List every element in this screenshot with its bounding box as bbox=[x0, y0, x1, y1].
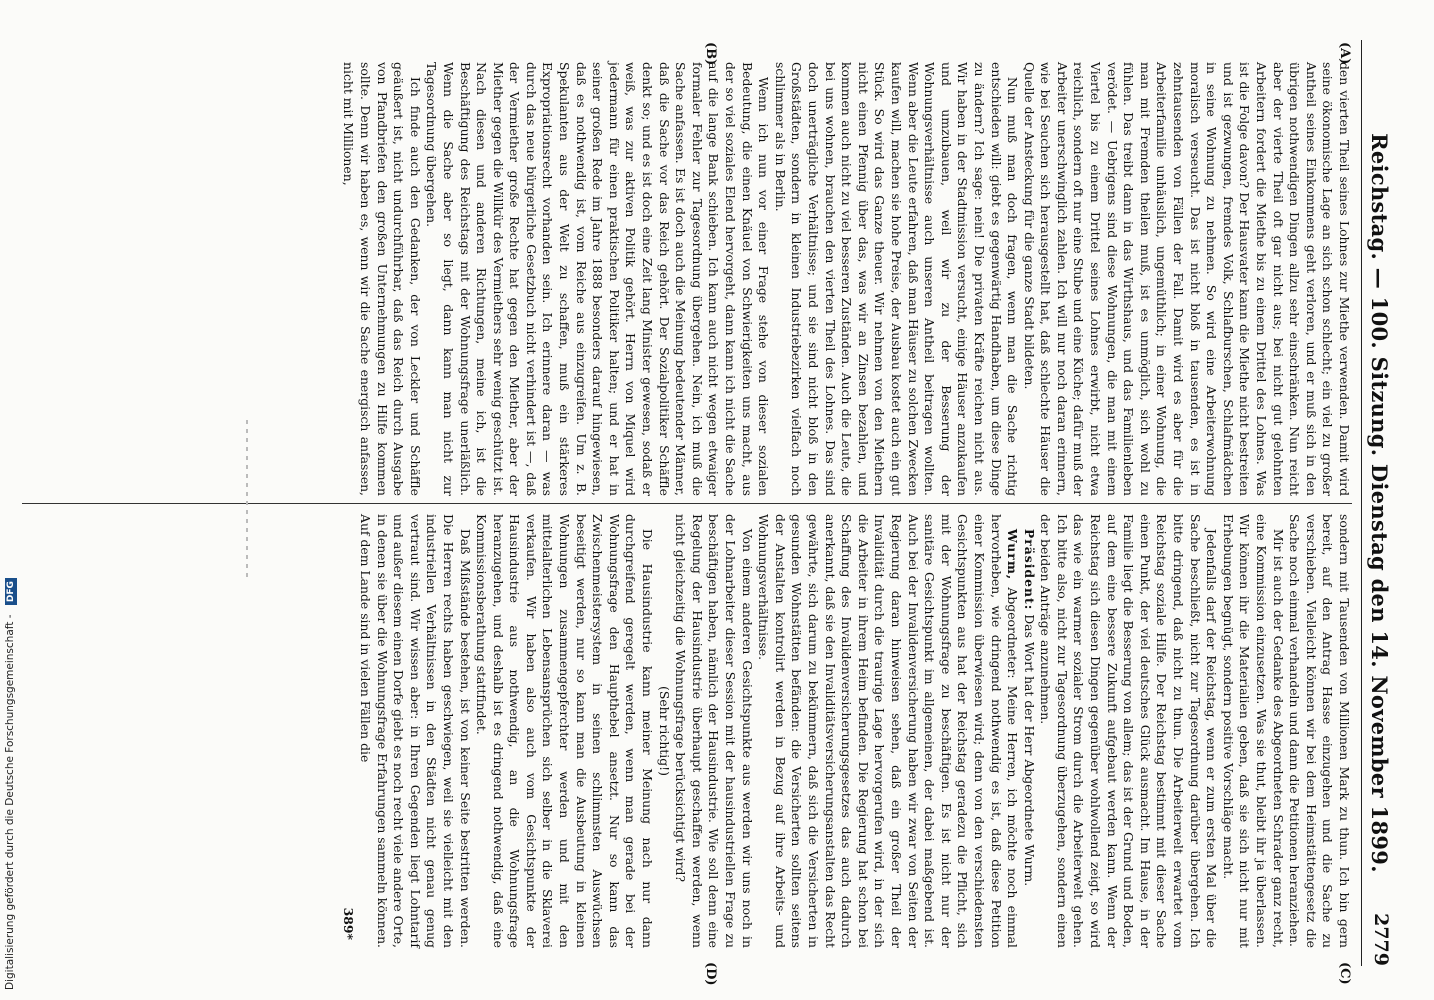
margin-marker-b: (B) bbox=[703, 42, 718, 66]
right-paragraph: Jedenfalls darf der Reichstag, wenn er zum ersten Mal über die Sache beschließt, nicht zur Tagesordnung darüber übergehen. Ich bitte dringend, daß nicht zu thun. Die Arbeiterwelt erwartet vom Reichstag soziale Hilfe. Der Reichstag bestimmt mit dieser Sache einen Punkt, der viel deutsches Glück ausmacht. Im Hause, in der Familie liegt die Besserung von allem; das ist der Grund und Boden, auf dem eine bessere Zukunft aufgebaut werden kann. Wenn der Reichstag sich diesen Dingen gegenüber wohlwollend zeigt, so wird das wie ein warmer sozialer Strom durch die Arbeiterwelt gehen. Ich bitte also, nicht zur Tagesordnung überzugehen, sondern einen der beiden Anträge anzunehmen. bbox=[1038, 514, 1220, 948]
president-text: Das Wort hat der Herr Abgeordnete Wurm. bbox=[1021, 614, 1037, 887]
signature-mark: 389* bbox=[341, 907, 357, 940]
margin-marker-c: (C) bbox=[1337, 962, 1352, 985]
margin-marker-a: (A) bbox=[1337, 42, 1352, 65]
right-paragraph: sondern mit Tausenden von Millionen Mark zu thun. Ich bin gern bereit, auf den Antrag Hasse einzugehen und die Sache zu verschieben. Vielleicht können wir bei dem Heimstättengesetz die Sache noch einmal verhandeln und dann die Petitionen heranziehen. bbox=[1287, 514, 1352, 948]
interjection: (Sehr richtig!) bbox=[656, 686, 672, 776]
left-paragraph: Ich finde auch den Gedanken, der von Leckler und Schäffle geäußert ist, nicht undurchführbar, daß das Reich durch Ausgabe von Pfandbriefen den großen Unternehmungen zu Hilfe kommen sollte. Denn wir haben es, wenn wir die Sache energisch anfassen, nicht mit Millionen, bbox=[341, 62, 423, 496]
scan-edge-mark bbox=[246, 420, 248, 580]
column-divider bbox=[22, 503, 1352, 504]
digitization-credit bbox=[4, 0, 17, 990]
left-paragraph: den vierten Theil seines Lohnes zur Miethe verwenden. Damit wird seine ökonomische Lage an sich schon schlecht; ein viel zu großer Antheil seines Einkommens geht verloren, und er muß sich in den übrigen nothwendigen Dingen allzu sehr einschränken. Nun reicht aber der vierte Theil oft gar nicht aus; bei nicht gut gelohnten Arbeitern fordert die Miethe bis zu einem Drittel des Lohnes. Was ist die Folge davon? Der Hausvater kann die Miethe nicht bestreiten und ist gezwungen, fremdes Volk, Schlafburschen, Schlafmädchen in seine Wohnung zu nehmen. So wird eine Arbeiterwohnung moralisch verseucht. Das ist nicht bloß in tausenden, es ist in zehntausenden von Fällen der Fall. Damit wird es aber für die Arbeiterfamilie unhäuslich, ungemüthlich; in einer Wohnung, die man mit Fremden theilen muß, ist es unmöglich, sich wohl zu fühlen. Das treibt dann in das Wirthshaus, und das Familienleben verödet. — Uebrigens sind diese Wohnungen, die man mit einem Viertel bis zu einem Drittel seines Lohnes erwirbt, nicht etwa reichlich, sondern oft nur eine Stube und eine Küche; dafür muß der Arbeiter unerschwinglich zahlen. Ich will nur noch daran erinnern, wie bei Seuchen sich herausgestellt hat, daß schlechte Häuser die Quelle der Ansteckung für die ganze Stadt bildeten. bbox=[1021, 62, 1352, 496]
page-number: 2779 bbox=[1370, 913, 1392, 966]
left-column bbox=[340, 62, 1352, 496]
right-paragraph: Mir ist auch der Gedanke des Abgeordneten Schrader ganz recht, eine Kommission einzusetzen. Was sie thut, bleibt ihr ja überlassen. Wir können ihr die Materialien geben, daß sie sich nicht nur mit Erhebungen begnügt, sondern positive Vorschläge macht. bbox=[1220, 514, 1286, 948]
speaker-wurm: Wurm, bbox=[1005, 528, 1021, 581]
right-paragraph: Von einem anderen Gesichtspunkte aus werden wir uns noch in der Lohnarbeiter dieser Session mit der hausindustriellen Frage zu beschäftigen haben, nämlich der Hausindustrie. Wie soll denn eine Regelung der Hausindustrie überhaupt geschaffen werden, wenn nicht gleichzeitig die Wohnungsfrage berücksichtigt wird? bbox=[673, 514, 755, 948]
president-paragraph bbox=[1020, 514, 1037, 948]
margin-marker-d: (D) bbox=[703, 962, 718, 986]
header-rule bbox=[1361, 40, 1362, 966]
wurm-text: Abgeordneter: Meine Herren, ich möchte noch einmal hervorheben, wie dringend nothwendig es ist, daß diese Petition einer Kommission überwiesen wird; denn von den verschiedensten Gesichtspunkten aus hat der Reichstag geradezu die Pflicht, sich mit der Wohnungsfrage zu beschäftigen. Es ist nicht nur der sanitäre Gesichtspunkt im allgemeinen, der dabei maßgebend ist. Auch bei der Invalidenversicherung haben wir zwar von Seiten der Regierung daran hinweisen sehen, daß ein großer Theil der Invalidität durch die traurige Lage hervorgerufen wird, in der sich die Arbeiter in ihrem Heim befinden. Die Regierung hat schon bei Schaffung des Invalidenversicherungsgesetzes das auch dadurch anerkannt, daß sie den Invaliditätsversicherungsanstalten das Recht gewährte, sich darum zu bekümmern, daß sich die Versicherten in gesunden Wohnstätten befänden: die Versicherten sollten seitens der Anstalten kontrolirt werden in Bezug auf ihre Arbeits- und Wohnungsverhältnisse. bbox=[756, 514, 1021, 948]
header-title: Reichstag. — 100. Sitzung. Dienstag den 14. November 1899. bbox=[1367, 133, 1392, 873]
right-column bbox=[340, 514, 1352, 948]
right-paragraph: Die Hausindustrie kann meiner Meinung nach nur dann durchgreifend geregelt werden, wenn man gerade bei der Wohnungsfrage den Haupthebel ansetzt. Nur so kann das Zwischenmeistersystem in seinen schlimmsten Auswüchsen beseitigt werden, nur so kann man die Ausbeutung in kleinen Wohnungen zusammengepferchter werden und mit den mittelalterlichen Lebensansprüchen sich selber in die Sklaverei verkaufen. Wir haben also auch vom Gesichtspunkte der Hausindustrie aus nothwendig, an die Wohnungsfrage heranzugehen, und deshalb ist es dringend nothwendig, daß eine Kommissionsberathung stattfindet. bbox=[474, 514, 656, 948]
page-header bbox=[1364, 40, 1394, 966]
speaker-president: Präsident: bbox=[1021, 528, 1037, 611]
wurm-paragraph bbox=[755, 514, 1021, 948]
right-paragraph: Daß Mißstände bestehen, ist von keiner Seite bestritten werden. Die Herren rechts haben geschwiegen, weil sie vielleicht mit den industriellen Verhältnissen in den Städten nicht genau genug vertraut sind. Wir wissen aber: in Ihren Gegenden liegt Lohntarif und außer diesem einen Dorfe giebt es noch recht viele andere Orte, in denen sie über die Wohnungsfrage Erfahrungen sammeln können. Auf dem Lande sind in vielen Fällen die bbox=[357, 514, 473, 948]
dfg-logo-icon: DFG bbox=[5, 578, 17, 605]
credit-text: Digitalisierung gefördert durch die Deutsche Forschungsgemeinschaft - bbox=[4, 614, 16, 990]
left-paragraph: Nun muß man doch fragen, wenn man die Sache richtig entschieden will: giebt es gegenwärtig Handhaben, um diese Dinge zu ändern? Ich sage: nein! Die privaten Kräfte reichen nicht aus. Wir haben in der Stadtmission versucht, einige Häuser anzukaufen und umzubauen, weil wir zu der Besserung der Wohnungsverhältnisse auch unseren Antheil beitragen wollten. Wenn aber die Leute erfahren, daß man Häuser zu solchen Zwecken kaufen will, machen sie hohe Preise, der Ausbau kostet auch ein gut Stück. So wird das Ganze theuer. Wir nehmen von den Miethern nicht einen Pfennig über das, was wir an Zinsen bezahlen, und kommen auch nicht zu viel besseren Zuständen. Auch die Leute, die bei uns wohnen, brauchen den vierten Theil des Lohnes. Das sind doch unerträgliche Verhältnisse; und sie sind nicht bloß in den Großstädten, sondern in kleinen Industriebezirken vielfach noch schlimmer als in Berlin. bbox=[772, 62, 1021, 496]
left-paragraph: Wenn ich nun vor einer Frage stehe von dieser sozialen Bedeutung, die einen Knäuel von Schwierigkeiten uns macht, aus der so viel soziales Elend hervorgeht, dann kann ich nicht die Sache auf die lange Bank schieben. Ich kann auch nicht wegen etwaiger formaler Fehler zur Tagesordnung übergehen. Nein, ich muß die Sache anfassen. Es ist doch auch die Meinung bedeutender Männer, daß die Sache vor das Reich gehört. Der Sozialpolitiker Schäffle denkt so; und es ist doch eine Zeit lang Minister gewesen, sodaß er weiß, was zur aktiven Politik gehört. Herrn von Miquel wird jedermann für einen praktischen Politiker halten; und er hat in seiner großen Rede im Jahre 1888 besonders darauf hingewiesen, daß es nothwendig ist, vom Reiche aus einzugreifen. Um z. B. Spekulanten aus der Welt zu schaffen, muß ein stärkeres Expropriationsrecht vorhanden sein. Ich erinnere daran — was durch das neue bürgerliche Gesetzbuch nicht verhindert ist —, daß der Vermiether große Rechte hat gegen den Miether, aber der Miether gegen die Willkür des Vermiethers sehr wenig geschützt ist. Nach diesen und anderen Richtungen, meine ich, ist die Beschäftigung des Reichstags mit der Wohnungsfrage unerläßlich. Wenn die Sache aber so liegt, dann kann man nicht zur Tagesordnung übergehen. bbox=[424, 62, 772, 496]
